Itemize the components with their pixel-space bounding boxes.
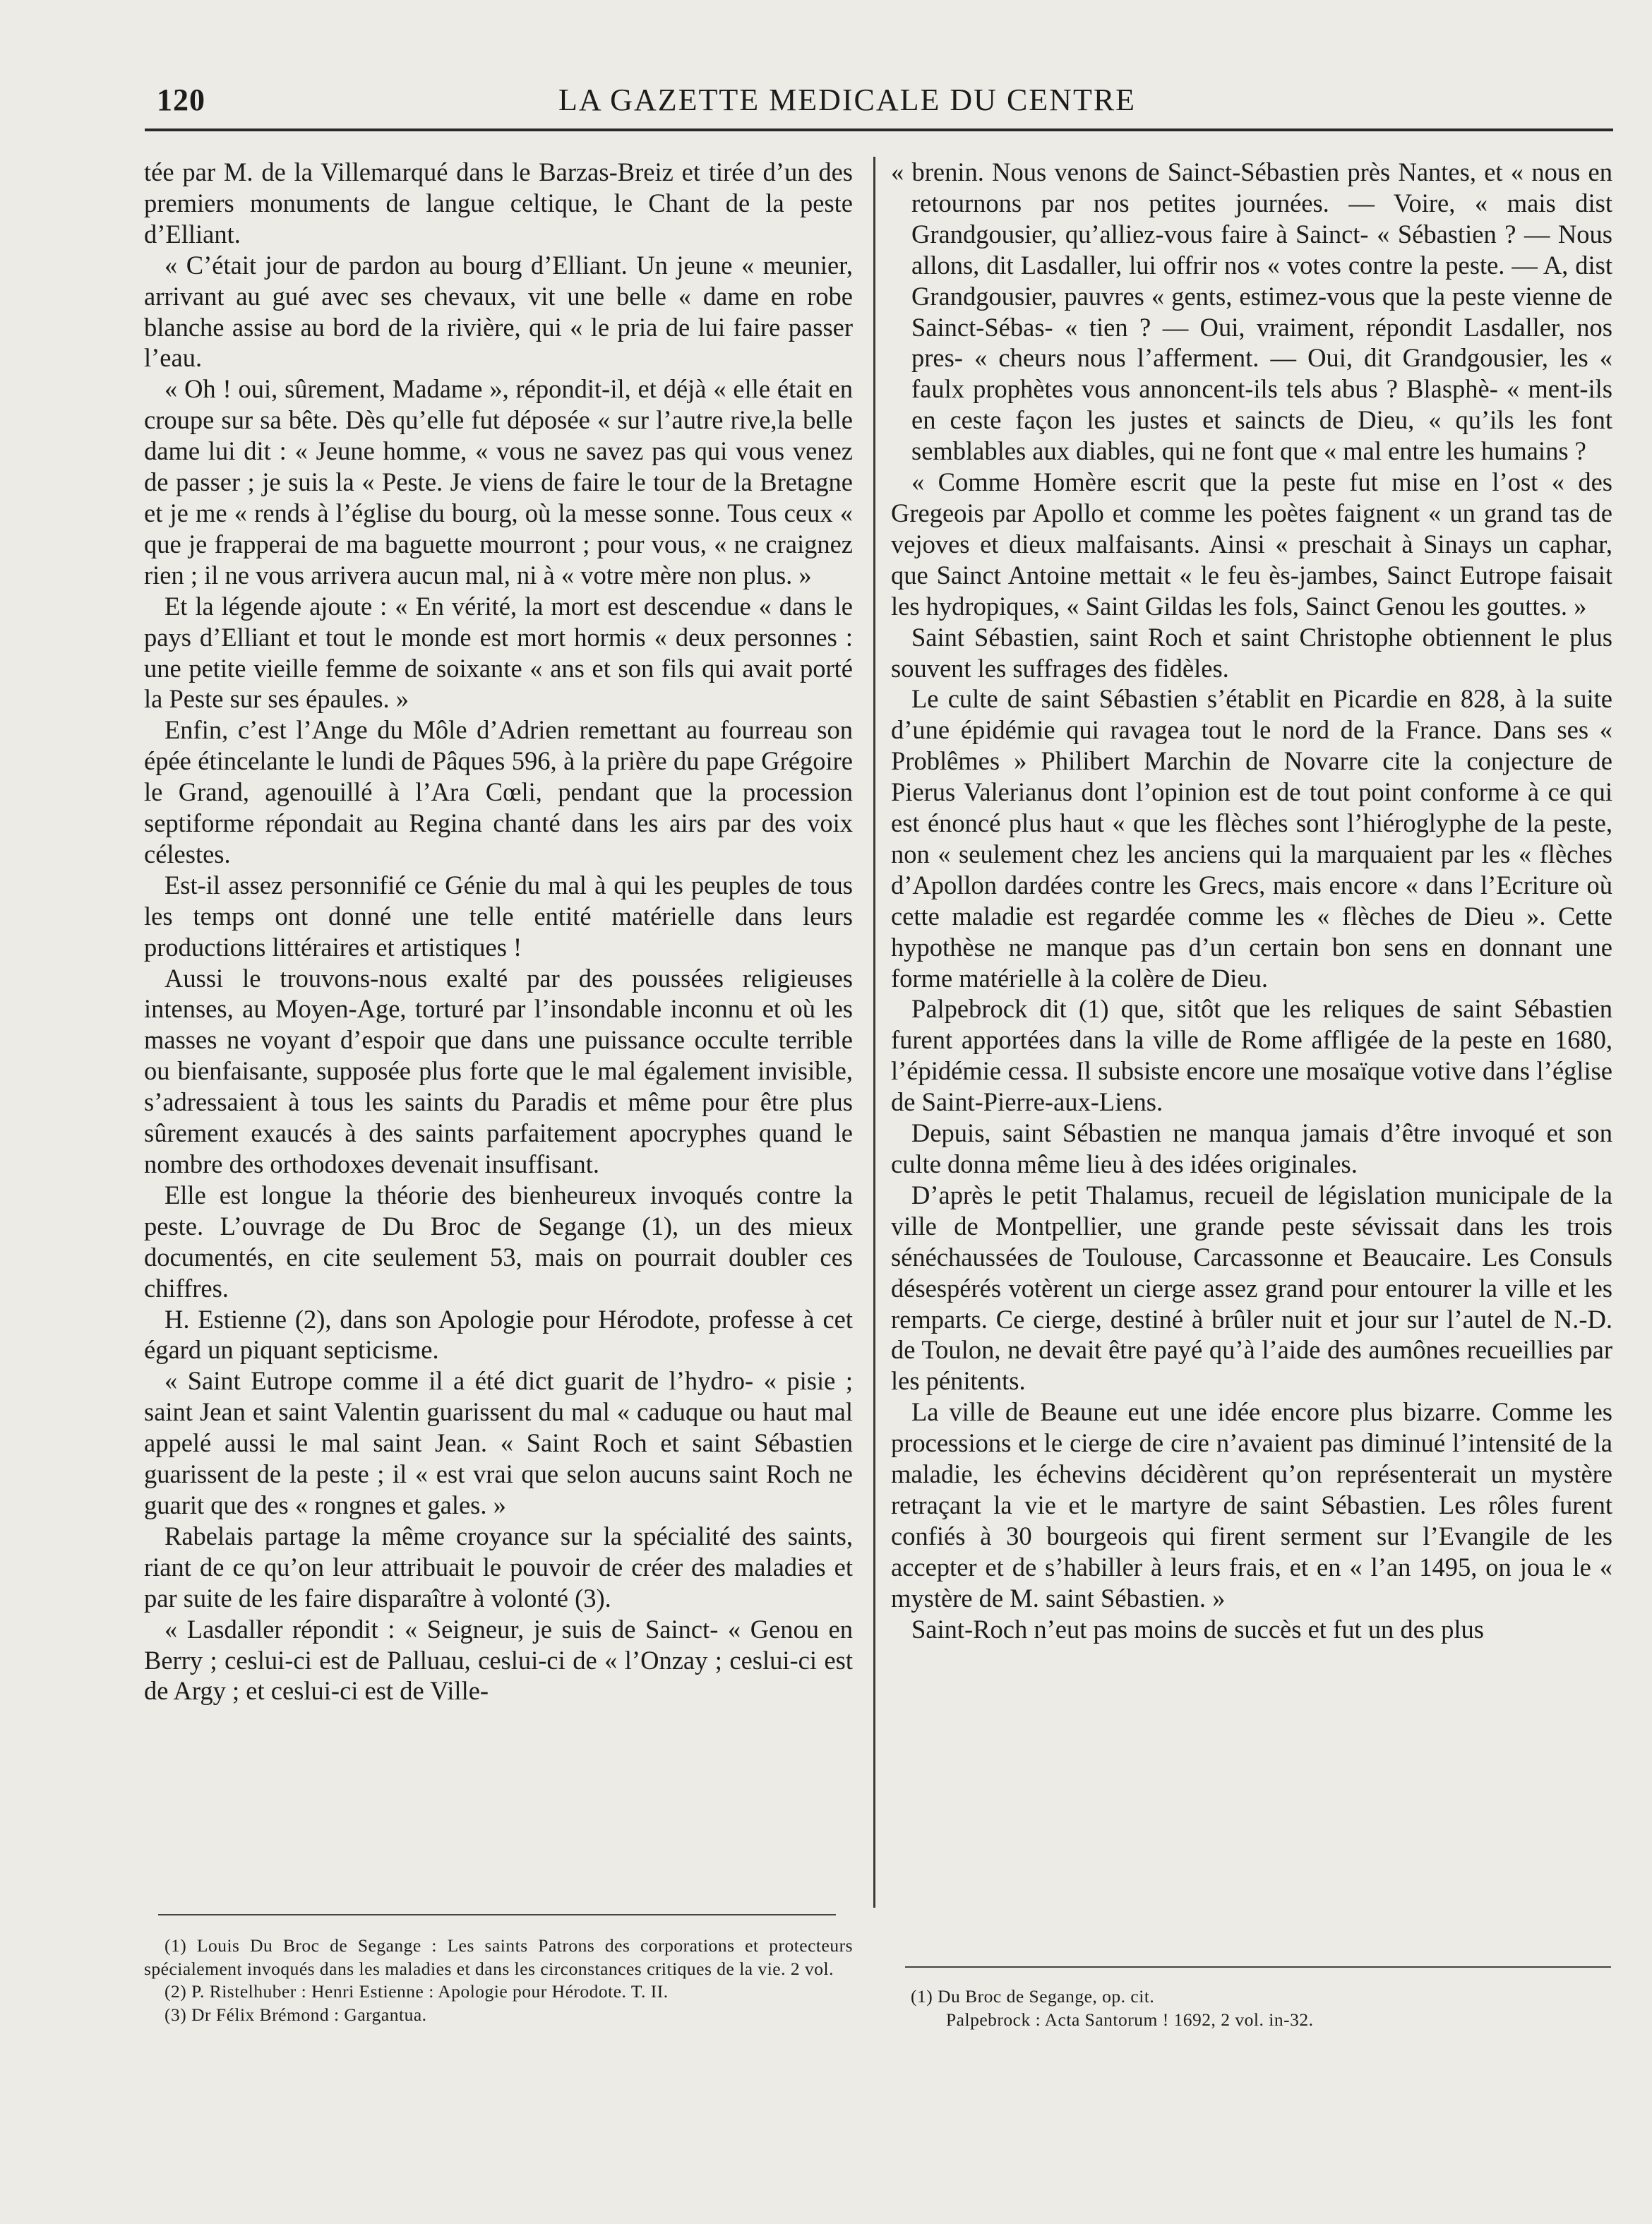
column-divider	[873, 157, 875, 1908]
footnote: (1) Louis Du Broc de Segange : Les saints Patrons des corporations et protecteurs spécialement invoqués dans les maladies et dans les circonstances critiques de la vie. 2 vol.	[144, 1935, 853, 1979]
footnote: (3) Dr Félix Brémond : Gargantua.	[164, 2004, 427, 2025]
paragraph: Depuis, saint Sébastien ne manqua jamais d’être invoqué et son culte donna même lieu à des idées originales.	[891, 1118, 1612, 1178]
paragraph: Saint-Roch n’eut pas moins de succès et fut un des plus	[911, 1614, 1484, 1644]
footnote: (2) P. Ristelhuber : Henri Estienne : Apologie pour Hérodote. T. II.	[164, 1981, 669, 2002]
paragraph: Rabelais partage la même croyance sur la spécialité des saints, riant de ce qu’on leur attribuait le pouvoir de créer des maladies et par suite de les faire disparaître à volonté (3).	[144, 1521, 853, 1613]
footnote: Palpebrock : Acta Santorum ! 1692, 2 vol. in-32.	[946, 2009, 1314, 2030]
paragraph: Saint Sébastien, saint Roch et saint Christophe obtiennent le plus souvent les suffrages des fidèles.	[891, 622, 1612, 683]
right-column	[891, 157, 1612, 1645]
paragraph: Est-il assez personnifié ce Génie du mal à qui les peuples de tous les temps ont donné une telle entité matérielle dans leurs productions littéraires et artistiques !	[144, 870, 853, 962]
paragraph: Palpebrock dit (1) que, sitôt que les reliques de saint Sébastien furent apportées dans la ville de Rome affligée de la peste en 1680, l’épidémie cessa. Il subsiste encore une mosaïque votive dans l’église de Saint-Pierre-aux-Liens.	[891, 994, 1612, 1117]
paragraph: Et la légende ajoute : « En vérité, la mort est descendue « dans le pays d’Elliant et tout le monde est mort hormis « deux personnes : une petite vieille femme de soixante « ans et son fils qui avait porté la Peste sur ses épaules. »	[144, 591, 853, 714]
paragraph: Enfin, c’est l’Ange du Môle d’Adrien remettant au fourreau son épée étincelante le lundi de Pâques 596, à la prière du pape Grégoire le Grand, agenouillé à l’Ara Cœli, pendant que la procession septiforme répondait au Regina chanté dans les airs par des voix célestes.	[144, 715, 853, 868]
footnote-rule-left	[158, 1914, 836, 1915]
footnote-rule-right	[905, 1966, 1611, 1968]
paragraph: La ville de Beaune eut une idée encore plus bizarre. Comme les processions et le cierge de cire n’avaient pas diminué l’intensité de la maladie, les échevins décidèrent qu’on représenterait un mystère retraçant la vie et le martyre de saint Sébastien. Les rôles furent confiés à 30 bourgeois qui firent serment sur l’Evangile de les accepter et de s’habiller à leurs frais, et en « l’an 1495, on joua le « mystère de M. saint Sébastien. »	[891, 1397, 1612, 1613]
journal-title: LA GAZETTE MEDICALE DU CENTRE	[558, 83, 1137, 117]
paragraph: Elle est longue la théorie des bienheureux invoqués contre la peste. L’ouvrage de Du Broc de Segange (1), un des mieux documentés, en cite seulement 53, mais on pourrait doubler ces chiffres.	[144, 1180, 853, 1303]
footnotes-right	[911, 1985, 1610, 2031]
paragraph: D’après le petit Thalamus, recueil de législation municipale de la ville de Montpellier, une grande peste sévissait dans les trois sénéchaussées de Toulouse, Carcassonne et Beaucaire. Les Consuls désespérés votèrent un cierge assez grand pour entourer la ville et les remparts. Ce cierge, destiné à brûler nuit et jour sur l’autel de N.-D. de Toulon, ne devait être payé qu’à l’aide des aumônes recueillies par les pénitents.	[891, 1180, 1612, 1396]
paragraph: Aussi le trouvons-nous exalté par des poussées religieuses intenses, au Moyen-Age, torturé par l’insondable inconnu et où les masses ne voyant d’espoir que dans une puissance occulte terrible ou bienfaisante, supposée plus forte que le mal également invisible, s’adressaient à tous les saints du Paradis et même pour être plus sûrement exaucés à des saints parfaitement apocryphes quand le nombre des orthodoxes devenait insuffisant.	[144, 963, 853, 1178]
paragraph: « Lasdaller répondit : « Seigneur, je suis de Sainct- « Genou en Berry ; ceslui-ci est de Palluau, ceslui-ci de « l’Onzay ; ceslui-ci est de Argy ; et ceslui-ci est de Ville-	[144, 1614, 853, 1706]
paragraph: « Saint Eutrope comme il a été dict guarit de l’hydro- « pisie ; saint Jean et saint Valentin guarissent du mal « caduque ou haut mal appelé aussi le mal saint Jean. « Saint Roch et saint Sébastien guarissent de la peste ; il « est vrai que selon aucuns saint Roch ne guarit que des « rongnes et gales. »	[144, 1366, 853, 1519]
paragraph: « Oh ! oui, sûrement, Madame », répondit-il, et déjà « elle était en croupe sur sa bête. Dès qu’elle fut déposée « sur l’autre rive,la belle dame lui dit : « Jeune homme, « vous ne savez pas qui vous venez de passer ; je suis la « Peste. Je viens de faire le tour de la Bretagne et je me « rends à l’église du bourg, où la messe sonne. Tous ceux « que je frapperai de ma baguette mourront ; pour vous, « ne craignez rien ; il ne vous arrivera aucun mal, ni à « votre mère non plus. »	[144, 374, 853, 590]
page-number: 120	[157, 83, 205, 117]
paragraph: tée par M. de la Villemarqué dans le Barzas-Breiz et tirée d’un des premiers monuments de langue celtique, le Chant de la peste d’Elliant.	[144, 157, 853, 249]
header-rule	[145, 128, 1613, 131]
paragraph: « Comme Homère escrit que la peste fut mise en l’ost « des Gregeois par Apollo et comme les poètes faignent « un grand tas de vejoves et dieux malfaisants. Ainsi « preschait à Sinays un caphar, que Sainct Antoine mettait « le feu ès-jambes, Sainct Eutrope faisait les hydropiques, « Saint Gildas les fols, Sainct Genou les gouttes. »	[891, 467, 1612, 621]
paragraph: Le culte de saint Sébastien s’établit en Picardie en 828, à la suite d’une épidémie qui ravagea tout le nord de la France. Dans ses « Problêmes » Philibert Marchin de Novarre cite la conjecture de Pierus Valerianus dont l’opinion est de tout point conforme à ce qui est énoncé plus haut « que les flèches sont l’hiéroglyphe de la peste, non « seulement chez les anciens qui la marquaient par les « flèches d’Apollon dardées contre les Grecs, mais encore « dans l’Ecriture où cette maladie est regardée comme les « flèches de Dieu ». Cette hypothèse ne manque pas d’un certain bon sens en donnant une forme matérielle à la colère de Dieu.	[891, 684, 1612, 993]
left-column	[144, 157, 853, 1706]
paragraph: « brenin. Nous venons de Sainct-Sébastien près Nantes, et « nous en retournons par nos petites journées. — Voire, « mais dist Grandgousier, qu’alliez-vous faire à Sainct- « Sébastien ? — Nous allons, dit Lasdaller, lui offrir nos « votes contre la peste. — A, dist Grandgousier, pauvres « gents, estimez-vous que la peste vienne de Sainct-Sébas- « tien ? — Oui, vraiment, répondit Lasdaller, nos pres- « cheurs nous l’afferment. — Oui, dit Grandgousier, les « faulx prophètes vous annoncent-ils tels abus ? Blasphè- « ment-ils en ceste façon les justes et saincts de Dieu, « qu’ils les font semblables aux diables, qui ne font que « mal entre les humains ?	[891, 157, 1612, 466]
paragraph: « C’était jour de pardon au bourg d’Elliant. Un jeune « meunier, arrivant au gué avec ses chevaux, vit une belle « dame en robe blanche assise au bord de la rivière, qui « le pria de lui faire passer l’eau.	[144, 250, 853, 373]
paragraph: H. Estienne (2), dans son Apologie pour Hérodote, professe à cet égard un piquant septicisme.	[144, 1304, 853, 1365]
footnotes-left	[144, 1935, 853, 2026]
footnote: (1) Du Broc de Segange, op. cit.	[911, 1986, 1155, 2007]
